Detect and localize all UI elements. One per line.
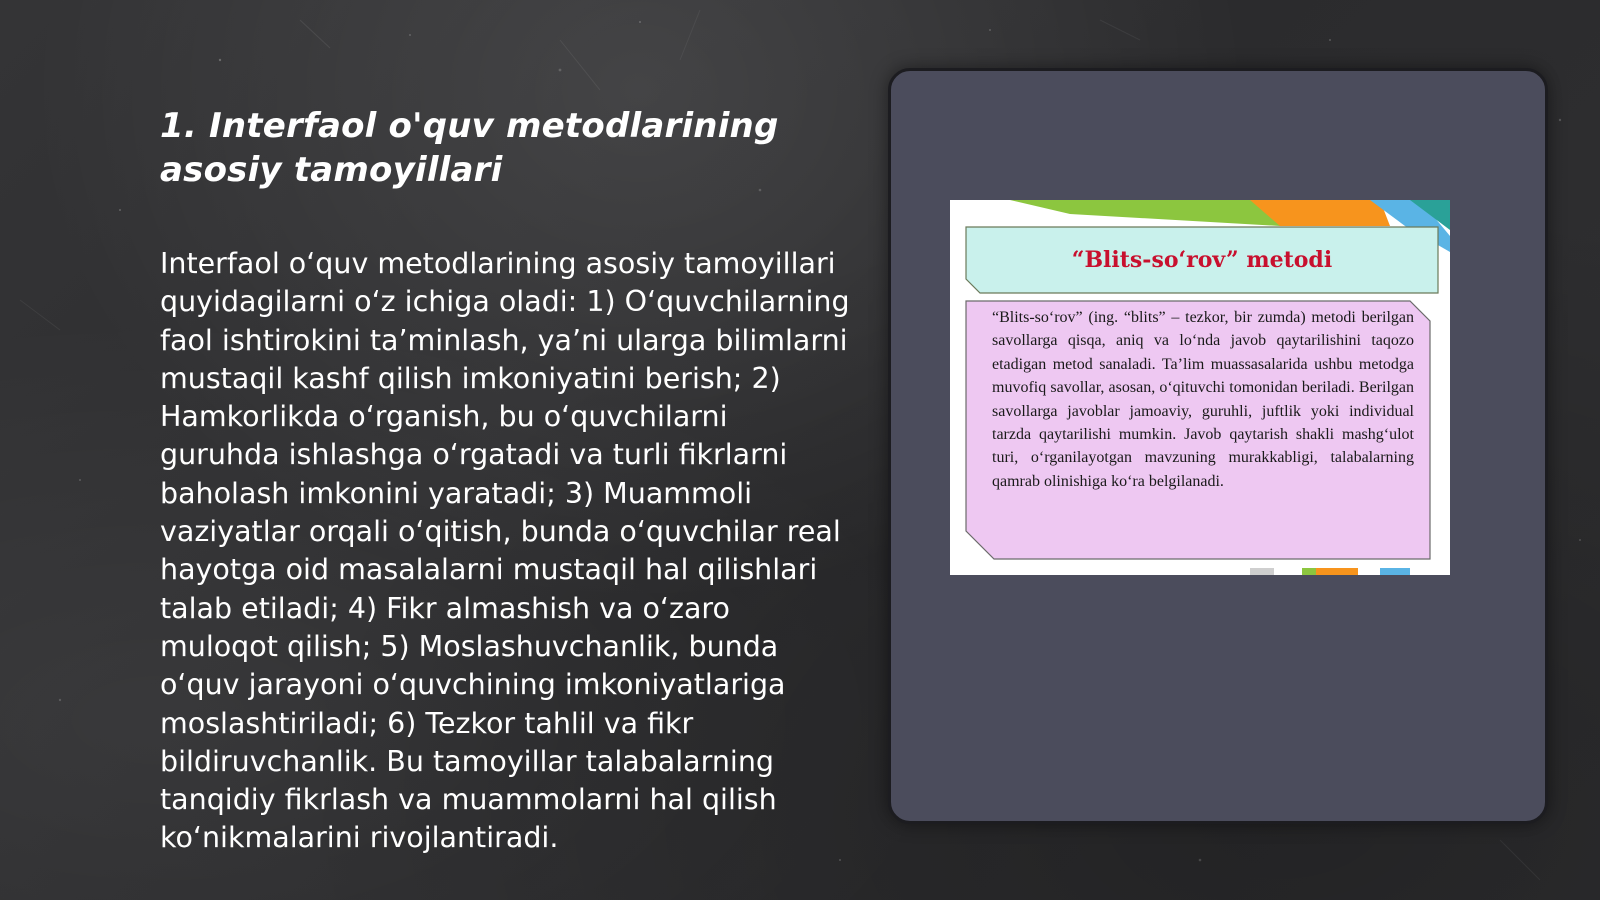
bottom-stripe-gray [1250,568,1274,575]
bottom-stripe-orange [1316,568,1358,575]
blits-sorov-card [950,200,1450,575]
card-heading: “Blits-so‘rov” metodi [1071,247,1333,273]
bottom-stripe-blue [1380,568,1410,575]
bottom-stripe-green [1302,568,1316,575]
slide-title: 1. Interfaol o'quv metodlarining asosiy tamoyillari [160,106,779,190]
slide-body-text: Interfaol o‘quv metodlarining asosiy tamoyillari quyidagilarni o‘z ichiga oladi: 1) O‘quvchilarning faol ishtirokini ta’minlash, ya’ni ularga bilimlarni mustaqil kashf qilish imkoniyatini berish; 2) Hamkorlikda o‘rganish, bu o‘quvchilarni guruhda ishlashga o‘rgatadi va turli fikrlarni baholash imkonini yaratadi; 3) Muammoli vaziyatlar orqali o‘qitish, bunda o‘quvchilar real hayotga oid masalalarni mustaqil hal qilishlari talab etiladi; 4) Fikr almashish va o‘zaro muloqot qilish; 5) Moslashuvchanlik, bunda o‘quv jarayoni o‘quvchining imkoniyatlariga moslashtiriladi; 6) Tezkor tahlil va fikr bildiruvchanlik. Bu tamoyillar talabalarning tanqidiy fikrlash va muammolarni hal qilish ko‘nikmalarini rivojlantiradi. [160,247,850,855]
card-body-text: “Blits-so‘rov” (ing. “blits” – tezkor, bir zumda) metodi berilgan savollarga qisqa, aniq va lo‘nda javob qaytarilishini taqozo etadigan metod sanaladi. Ta’lim muassasalarida ushbu metodga muvofiq savollar, asosan, o‘qituvchi tomonidan beriladi. Berilgan savollarga javoblar jamoaviy, guruhli, juftlik yoki individual tarzda qaytarilishi mumkin. Javob qaytarish shakli mashg‘ulot turi, o‘rganilayotgan mavzuning murakkabligi, talabalarning qamrab olinishiga ko‘ra belgilanadi. [992,309,1414,490]
